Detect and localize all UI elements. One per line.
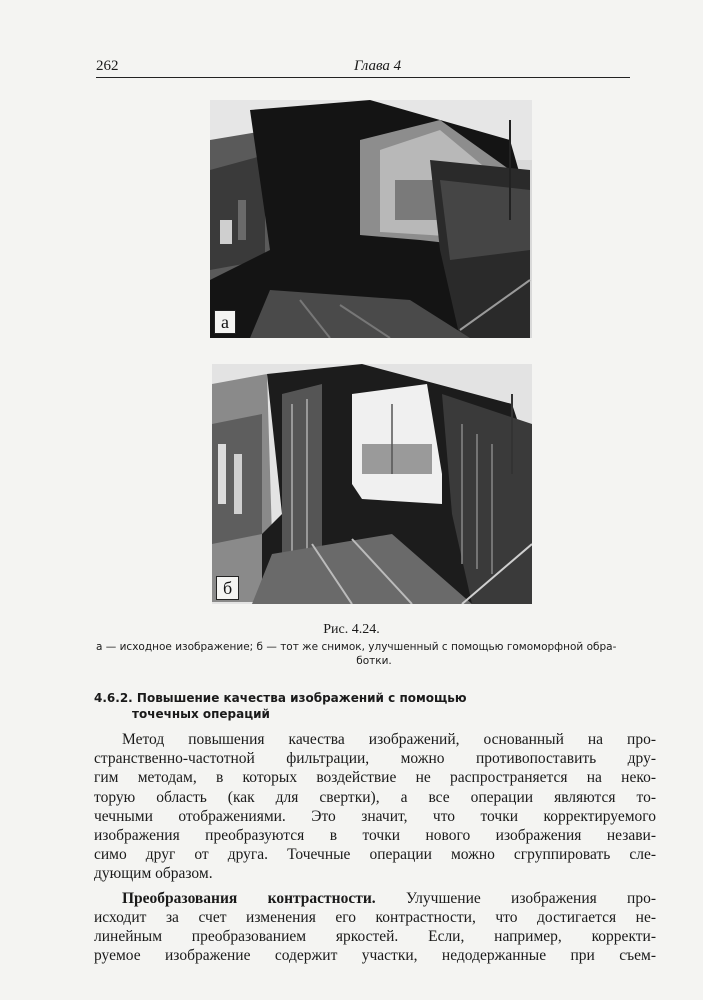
text-line: странственно-частотной фильтрации, можно противопоставить дру- xyxy=(94,750,656,768)
text-line: чечными отображениями. Это значит, что точки корректируемого xyxy=(94,807,656,825)
covered-bridge-photo-original xyxy=(210,100,532,338)
figure-photo-a xyxy=(210,100,532,338)
text-line: дующим образом. xyxy=(94,865,213,883)
figure-caption-line-1: а — исходное изображение; б — тот же снимок, улучшенный с помощью гомоморфной обра- xyxy=(96,641,617,653)
figure-title: Рис. 4.24. xyxy=(323,622,380,637)
figure-photo-b xyxy=(212,364,532,604)
text-line: торую область (как для свертки), а все операции являются то- xyxy=(94,788,656,806)
text-line: линейным преобразованием яркостей. Если, например, корректи- xyxy=(94,928,656,946)
figure-caption xyxy=(96,640,652,668)
page-number: 262 xyxy=(96,58,119,74)
paragraph-lead-rest: Улучшение изображения про- xyxy=(375,889,656,907)
text-line: руемое изображение содержит участки, недодержанные при съем- xyxy=(94,947,656,965)
text-line: гим методам, в которых воздействие не распространяется на неко- xyxy=(94,769,656,787)
text-line: изображения преобразуются в точки нового изображения незави- xyxy=(94,827,656,845)
paragraph-2 xyxy=(94,889,656,966)
text-line: исходит за счет изменения его контрастности, что достигается не- xyxy=(94,908,656,926)
text-line: симо друг от друга. Точечные операции можно сгруппировать сле- xyxy=(94,846,656,864)
body-text xyxy=(94,730,656,965)
header-rule xyxy=(96,77,630,78)
page-header xyxy=(96,56,630,78)
chapter-title: Глава 4 xyxy=(354,58,402,74)
section-heading-line-2: точечных операций xyxy=(132,707,270,721)
photo-b-label: б xyxy=(216,576,239,600)
section-heading xyxy=(94,690,594,722)
text-line: Метод повышения качества изображений, основанный на про- xyxy=(122,731,656,748)
covered-bridge-photo-enhanced xyxy=(212,364,532,604)
paragraph-lead-term: Преобразования контрастности. xyxy=(122,889,376,907)
figure-caption-line-2: ботки. xyxy=(356,655,392,667)
paragraph-1 xyxy=(94,730,656,884)
photo-a-label: а xyxy=(214,310,236,334)
section-heading-line-1: 4.6.2. Повышение качества изображений с помощью xyxy=(94,691,467,705)
text-line xyxy=(94,889,656,908)
